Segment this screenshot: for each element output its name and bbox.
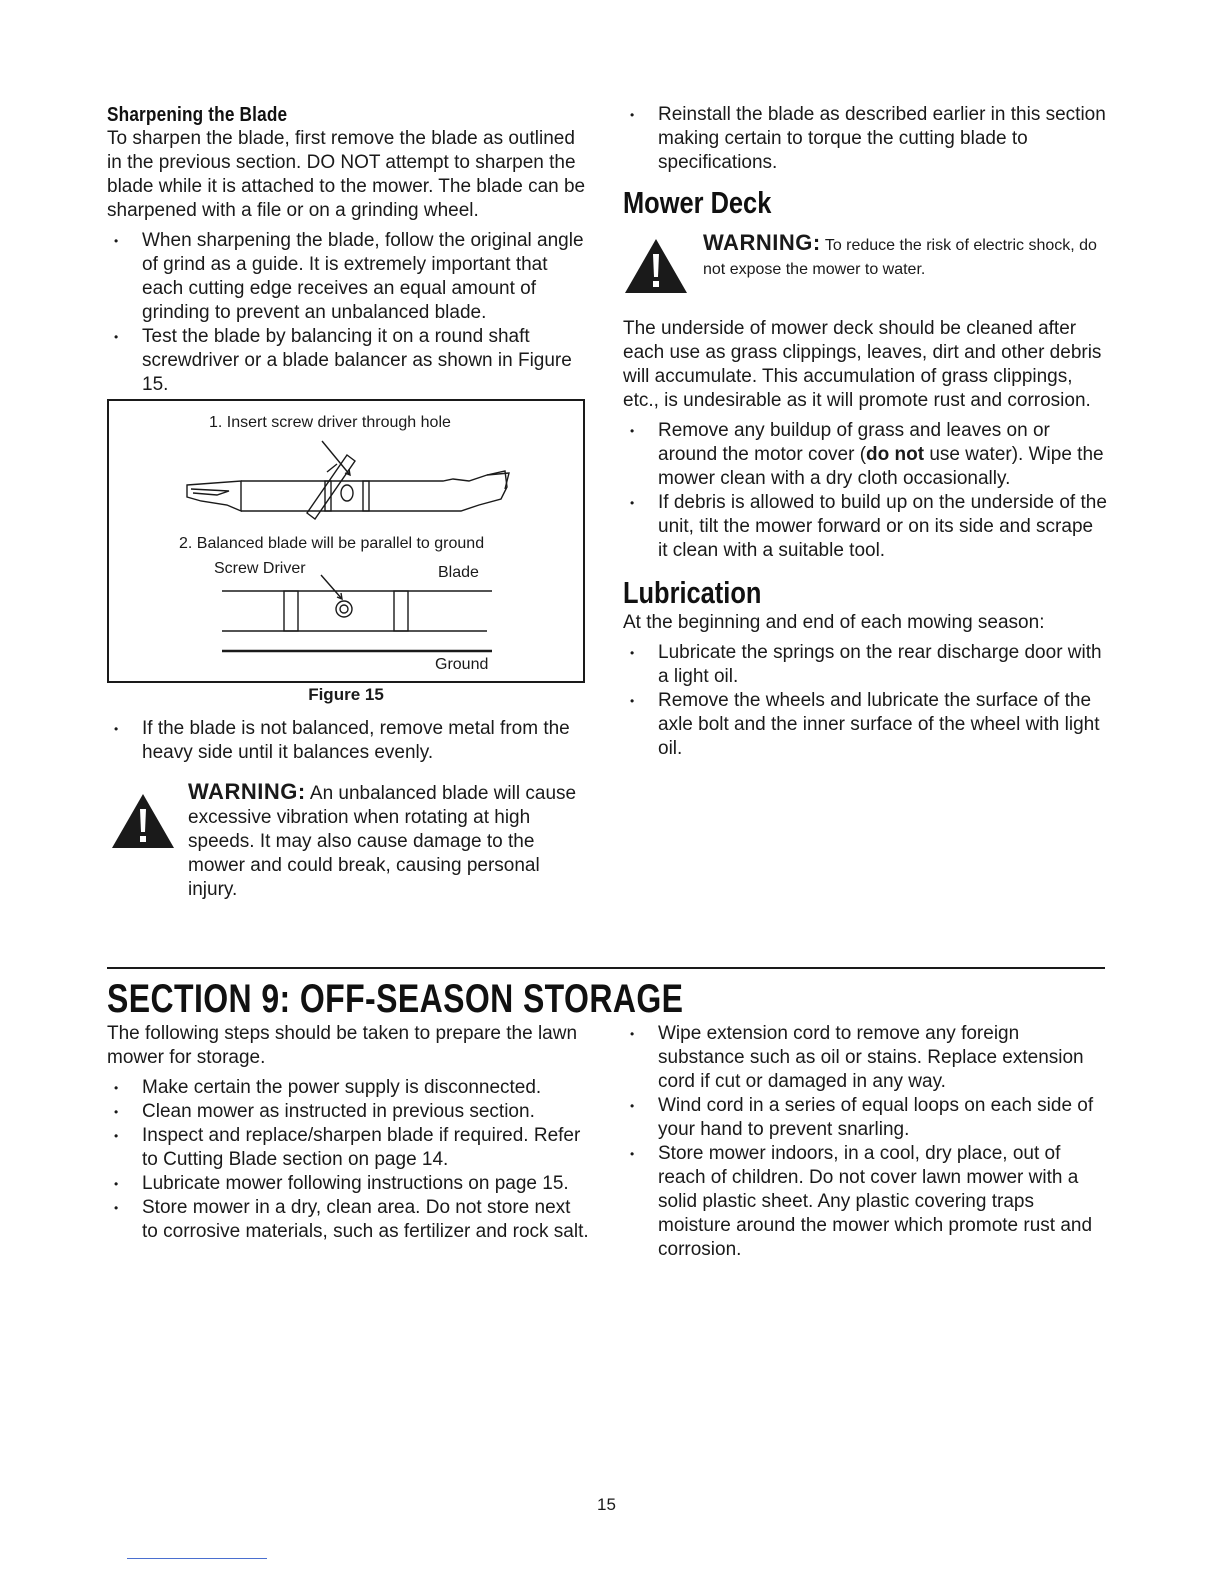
- section-divider: [107, 967, 1105, 969]
- list-item: • If debris is allowed to build up on the underside of the unit, tilt the mower forward or on its side and scrape it clean with a suitable tool.: [623, 491, 1107, 563]
- bullet-text-pre: Remove any buildup of grass and leaves on or around the motor cover (: [658, 420, 1050, 465]
- list-item: • If the blade is not balanced, remove metal from the heavy side until it balances evenly.: [107, 717, 587, 765]
- sharpening-bullets: [107, 229, 587, 397]
- right-column: [623, 103, 1107, 761]
- lubrication-intro: At the beginning and end of each mowing season:: [623, 612, 1045, 633]
- reinstall-bullets: [623, 103, 1107, 175]
- section9-heading: SECTION 9: OFF-SEASON STORAGE: [107, 977, 684, 1021]
- list-item: • Test the blade by balancing it on a round shaft screwdriver or a blade balancer as shown in Figure 15.: [107, 325, 587, 397]
- warning-label: WARNING:: [703, 230, 821, 255]
- list-item: • Reinstall the blade as described earlier in this section making certain to torque the cutting blade to specifications.: [623, 103, 1107, 175]
- sharpening-after-figure: [107, 717, 587, 765]
- section9-intro: The following steps should be taken to prepare the lawn mower for storage.: [107, 1023, 578, 1068]
- list-item: • Store mower in a dry, clean area. Do not store next to corrosive materials, such as fertilizer and rock salt.: [107, 1196, 591, 1244]
- list-item: • Clean mower as instructed in previous section.: [107, 1100, 591, 1124]
- figure-step1: 1. Insert screw driver through hole: [209, 414, 451, 431]
- list-item: • Inspect and replace/sharpen blade if required. Refer to Cutting Blade section on page 14.: [107, 1124, 591, 1172]
- bullet-text-post: use water). Wipe the mower clean with a dry cloth occasionally.: [658, 444, 1104, 489]
- mower-deck-intro: The underside of mower deck should be cleaned after each use as grass clippings, leaves, dirt and other debris will accumulate. This accumulation of grass clippings, etc., is undesirable as it will promote rust and corrosion.: [623, 318, 1102, 411]
- warning-icon: [110, 792, 176, 850]
- label-blade: Blade: [438, 564, 479, 581]
- warning-label: WARNING:: [188, 779, 306, 804]
- label-screw-driver: Screw Driver: [214, 560, 306, 577]
- warning-text: An unbalanced blade will cause excessive vibration when rotating at high speeds. It may also cause damage to the mower and could break, causing personal injury.: [188, 783, 577, 900]
- section9-left: [107, 1022, 591, 1244]
- sharpening-heading: Sharpening the Blade: [107, 104, 288, 126]
- list-item: • Wind cord in a series of equal loops on each side of your hand to prevent snarling.: [623, 1094, 1107, 1142]
- list-item: • Remove the wheels and lubricate the surface of the axle bolt and the inner surface of the wheel with light oil.: [623, 689, 1107, 761]
- blade-warning: [110, 780, 586, 902]
- warning-icon: [623, 237, 689, 295]
- list-item: • Wipe extension cord to remove any foreign substance such as oil or stains. Replace extension cord if cut or damaged in any way.: [623, 1022, 1107, 1094]
- sharpening-intro: To sharpen the blade, first remove the blade as outlined in the previous section. DO NOT attempt to sharpen the blade while it is attached to the mower. The blade can be sharpened with a file or on a grinding wheel.: [107, 128, 586, 221]
- mower-deck-bullets: [623, 419, 1107, 563]
- bullet-text-bold: do not: [866, 444, 925, 465]
- section9-left-bullets: [107, 1076, 591, 1244]
- list-item: • Lubricate mower following instructions on page 15.: [107, 1172, 591, 1196]
- section9-right-bullets: [623, 1022, 1107, 1262]
- figure-caption: Figure 15: [308, 685, 384, 704]
- mower-deck-warning: [623, 231, 1107, 301]
- sharpening-bullets-after: [107, 717, 587, 765]
- list-item: • When sharpening the blade, follow the original angle of grind as a guide. It is extremely important that each cutting edge receives an equal amount of grinding to prevent an unbalanced blade.: [107, 229, 587, 325]
- lubrication-bullets: [623, 641, 1107, 761]
- warning-text: To reduce the risk of electric shock, do not expose the mower to water.: [703, 237, 1097, 278]
- label-ground: Ground: [435, 656, 489, 673]
- footer-line: [127, 1558, 267, 1559]
- list-item: [623, 419, 1107, 491]
- list-item: • Lubricate the springs on the rear discharge door with a light oil.: [623, 641, 1107, 689]
- lubrication-heading: Lubrication: [623, 575, 762, 610]
- list-item: • Make certain the power supply is disconnected.: [107, 1076, 591, 1100]
- figure-step2: 2. Balanced blade will be parallel to ground: [179, 535, 485, 552]
- section9-heading-wrap: [107, 977, 828, 1021]
- sharpening-section: [107, 103, 587, 397]
- list-item: • Store mower indoors, in a cool, dry place, out of reach of children. Do not cover lawn mower with a solid plastic sheet. Any plastic covering traps moisture around the mower which promote rust and corrosion.: [623, 1142, 1107, 1262]
- mower-deck-heading: Mower Deck: [623, 185, 772, 220]
- figure-15-box: [107, 399, 585, 683]
- page-number: 15: [597, 1495, 616, 1514]
- section9-right: [623, 1022, 1107, 1262]
